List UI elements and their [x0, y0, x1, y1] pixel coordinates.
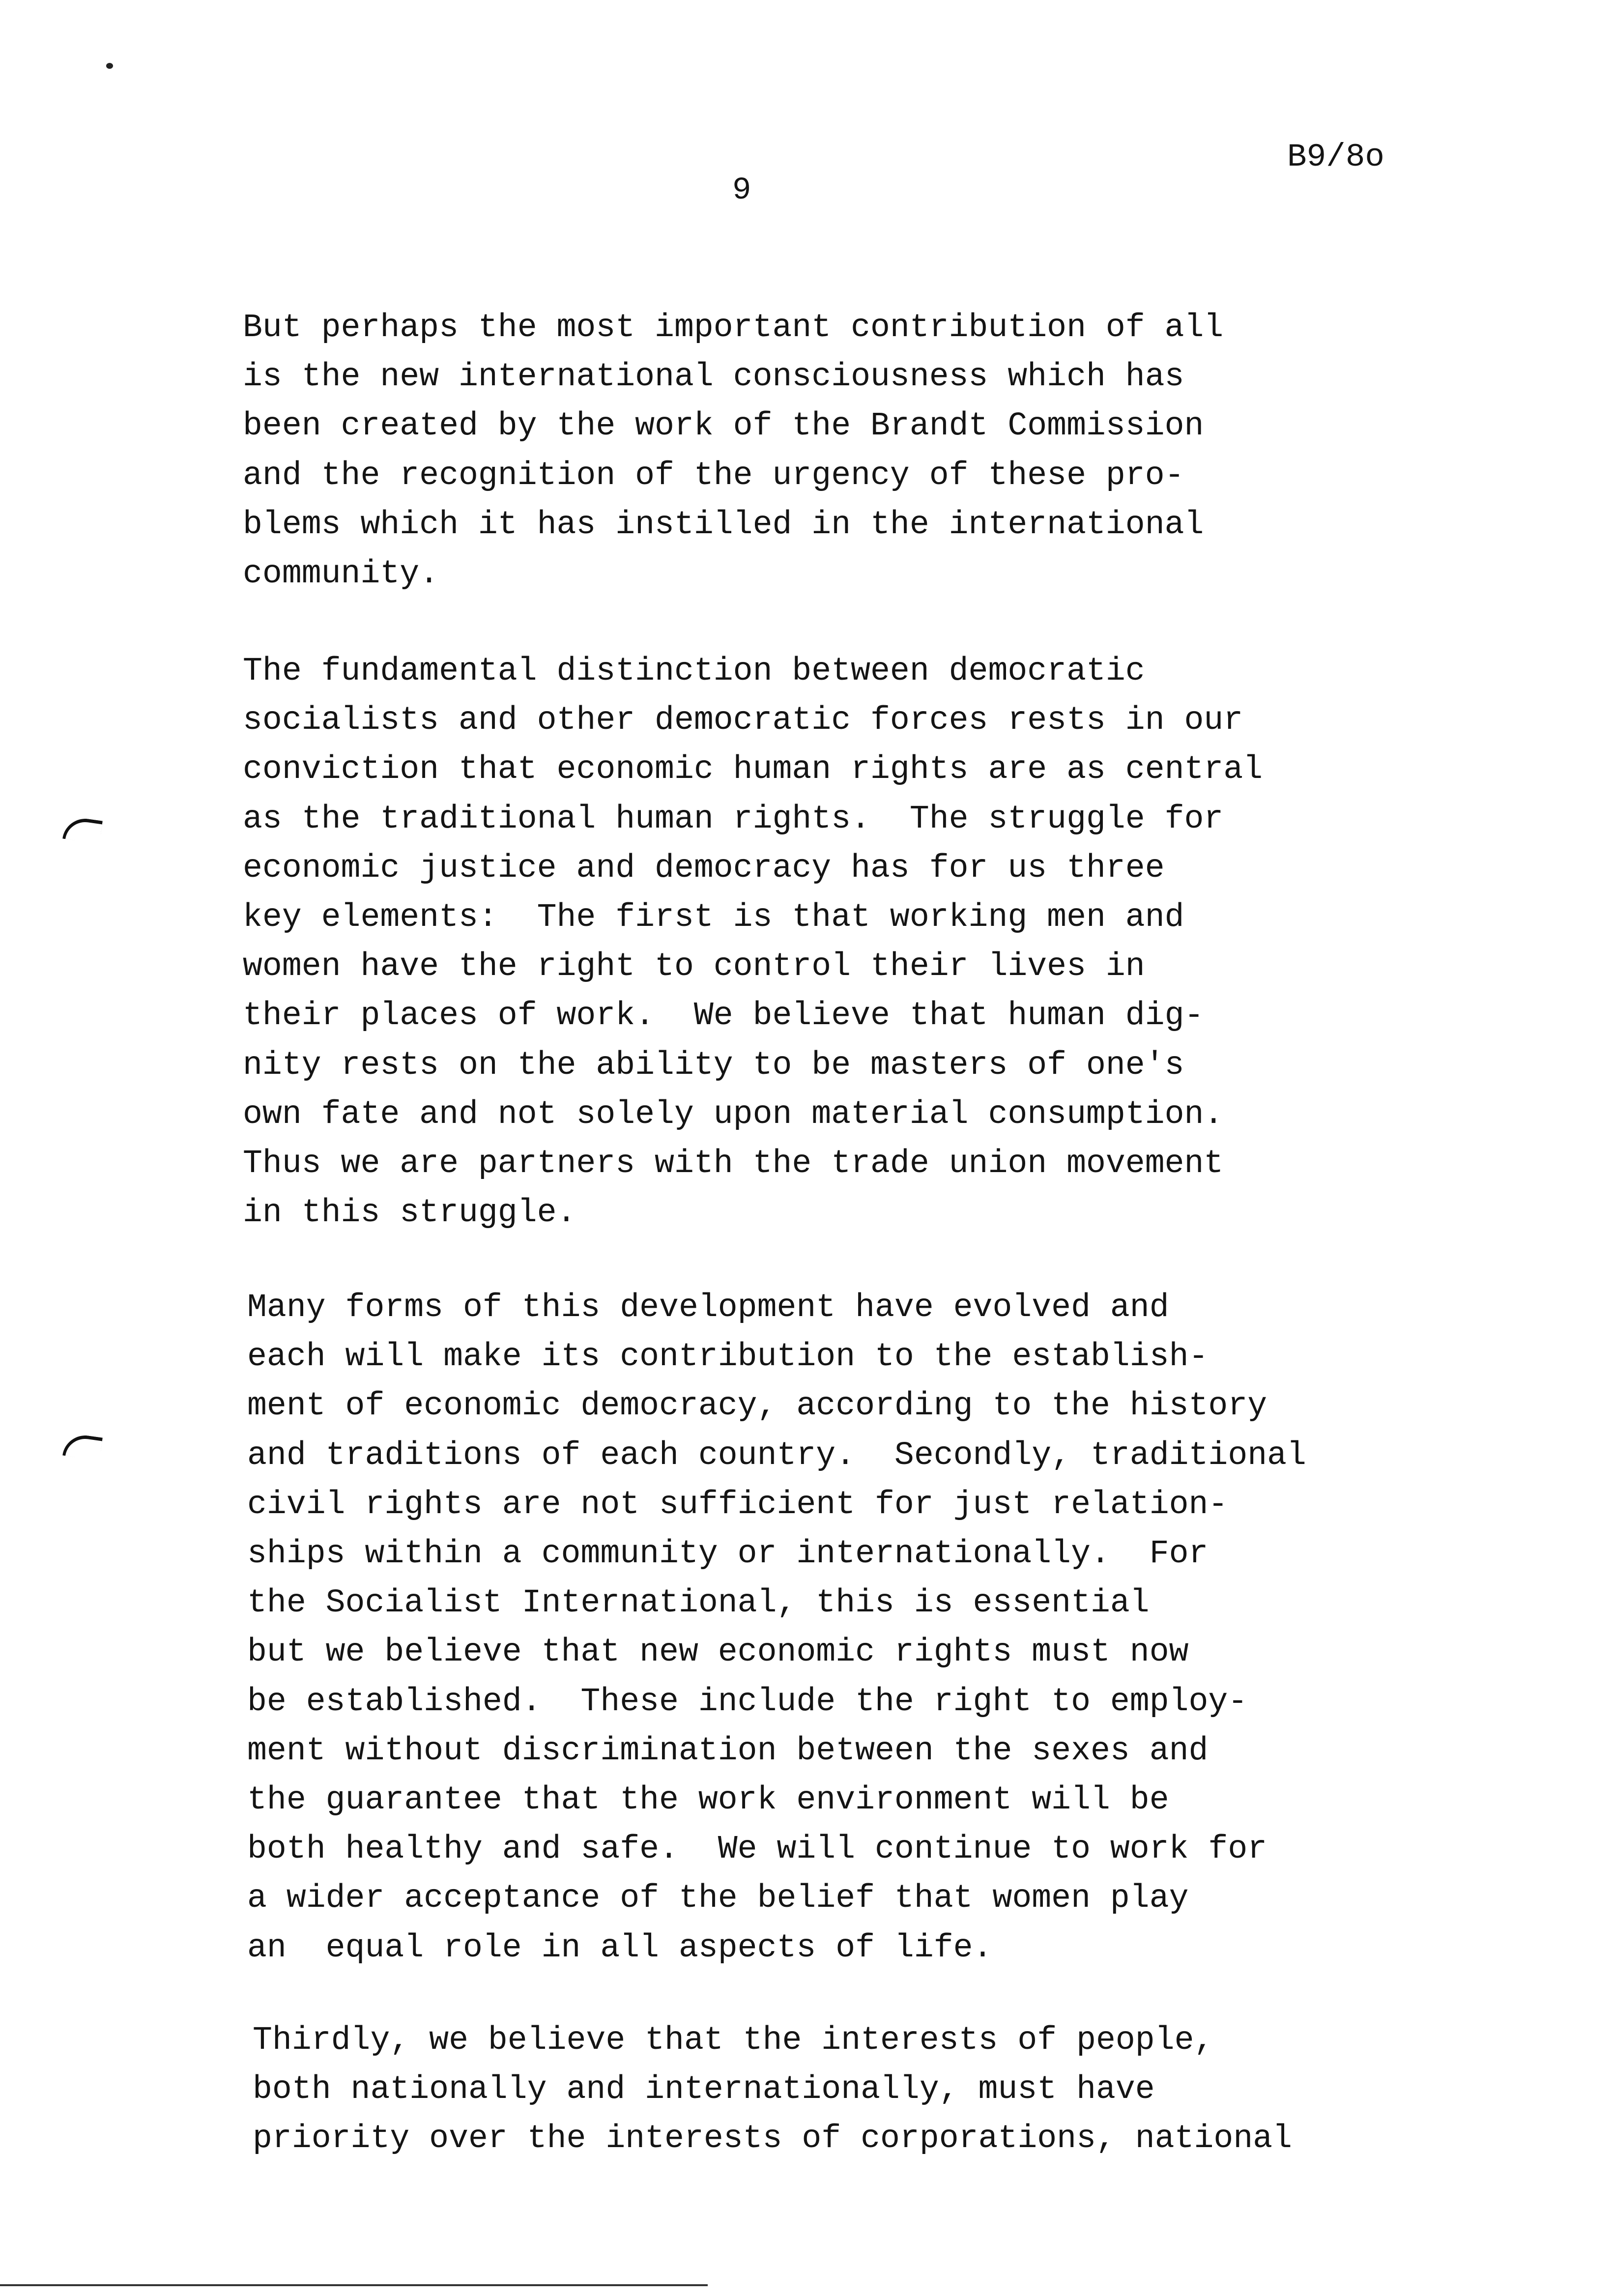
document-reference: B9/8o: [1287, 139, 1385, 175]
text-line: ment of economic democracy, according to the history: [247, 1387, 1267, 1425]
margin-mark: [62, 1433, 103, 1461]
text-line: each will make its contribution to the establish-: [247, 1338, 1209, 1376]
text-line: economic justice and democracy has for us three: [243, 849, 1165, 887]
text-line: community.: [243, 555, 439, 593]
text-line: blems which it has instilled in the international: [243, 506, 1204, 543]
text-line: ships within a community or internationally. For: [247, 1535, 1209, 1573]
text-line: but we believe that new economic rights must now: [247, 1634, 1189, 1671]
paragraph-2: [243, 647, 1263, 1237]
text-line: an equal role in all aspects of life.: [247, 1929, 993, 1966]
text-line: socialists and other democratic forces rests in our: [243, 702, 1243, 739]
page-number: 9: [732, 173, 751, 208]
text-line: Thus we are partners with the trade union movement: [243, 1145, 1224, 1182]
text-line: own fate and not solely upon material consumption.: [243, 1095, 1224, 1133]
text-line: a wider acceptance of the belief that women play: [247, 1880, 1189, 1917]
margin-mark: [62, 816, 103, 844]
text-line: is the new international consciousness which has: [243, 358, 1184, 396]
text-line: be established. These include the right to employ-: [247, 1683, 1248, 1720]
text-line: the Socialist International, this is essential: [247, 1584, 1150, 1622]
text-line: Many forms of this development have evolved and: [247, 1289, 1169, 1326]
text-line: Thirdly, we believe that the interests of people,: [253, 2022, 1214, 2059]
paragraph-4: [253, 2016, 1292, 2164]
text-line: the guarantee that the work environment will be: [247, 1781, 1169, 1819]
text-line: both healthy and safe. We will continue to work for: [247, 1831, 1267, 1868]
paragraph-1: [243, 303, 1223, 599]
text-line: both nationally and internationally, must have: [253, 2071, 1155, 2108]
scan-speck: [106, 63, 113, 69]
text-line: as the traditional human rights. The struggle for: [243, 800, 1224, 837]
text-line: nity rests on the ability to be masters of one's: [243, 1046, 1184, 1084]
bottom-rule: [0, 2284, 708, 2286]
paragraph-3: [247, 1283, 1306, 1973]
text-line: But perhaps the most important contribution of all: [243, 309, 1224, 346]
text-line: and the recognition of the urgency of these pro-: [243, 457, 1184, 494]
text-line: women have the right to control their lives in: [243, 948, 1145, 985]
text-line: civil rights are not sufficient for just relation-: [247, 1486, 1228, 1523]
text-line: their places of work. We believe that human dig-: [243, 997, 1204, 1034]
text-line: and traditions of each country. Secondly, traditional: [247, 1436, 1306, 1474]
text-line: priority over the interests of corporations, national: [253, 2120, 1293, 2157]
text-line: ment without discrimination between the sexes and: [247, 1732, 1209, 1769]
text-line: in this struggle.: [243, 1194, 576, 1232]
text-line: conviction that economic human rights are as central: [243, 751, 1263, 788]
text-line: key elements: The first is that working men and: [243, 899, 1184, 936]
text-line: The fundamental distinction between democratic: [243, 653, 1145, 689]
text-line: been created by the work of the Brandt Commission: [243, 407, 1204, 445]
